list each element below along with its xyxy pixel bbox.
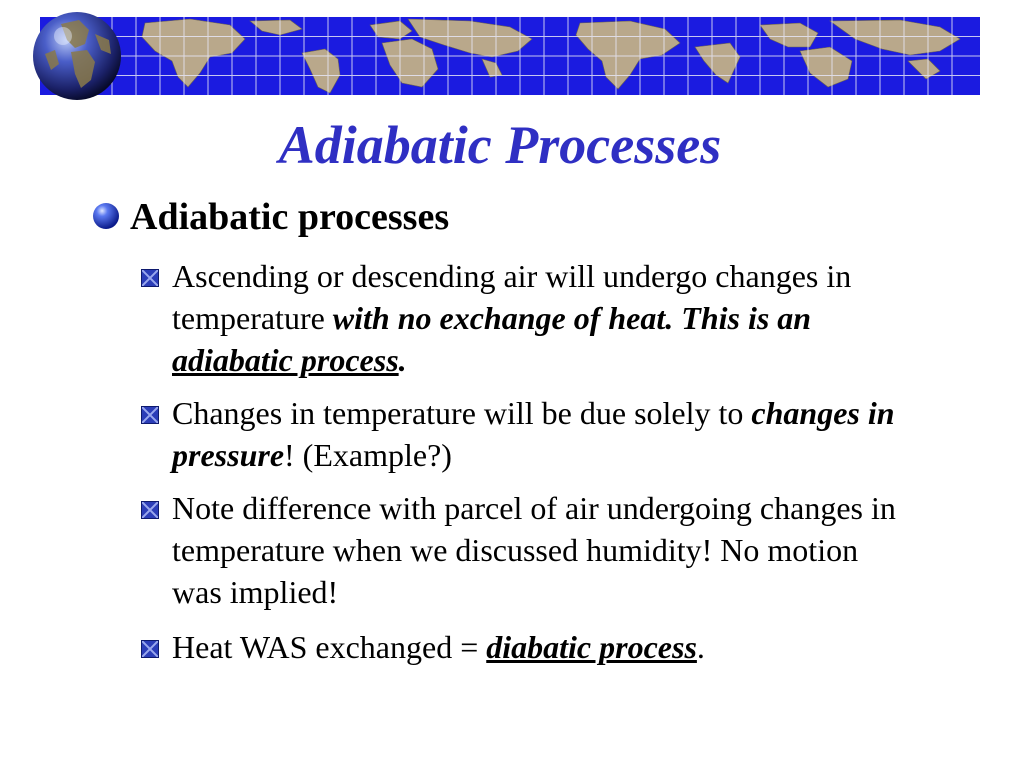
text-run: Ascending or descending air will undergo changes in temperature	[172, 258, 852, 336]
list-item	[141, 487, 911, 613]
list-item	[141, 626, 911, 668]
list-item-text	[172, 626, 911, 668]
key-term: diabatic process	[486, 629, 697, 665]
blue-square-bullet-icon	[141, 269, 159, 287]
blue-square-bullet-icon	[141, 640, 159, 658]
list-item	[141, 392, 911, 476]
text-run: Changes in temperature will be due solely to	[172, 395, 752, 431]
text-run: Heat WAS exchanged =	[172, 629, 487, 665]
emphasis-text: changes in pressure	[172, 395, 895, 473]
section-heading: Adiabatic processes	[130, 196, 450, 238]
text-run: .	[398, 342, 407, 378]
slide-title: Adiabatic Processes	[278, 115, 722, 175]
blue-sphere-bullet-icon	[92, 202, 120, 230]
globe-icon	[31, 10, 123, 102]
world-map-banner	[40, 17, 980, 95]
emphasis-text: with no exchange of heat. This is an	[332, 300, 812, 336]
blue-square-bullet-icon	[141, 501, 159, 519]
list-item	[141, 255, 911, 381]
list-item-text	[172, 392, 911, 476]
list-item-text	[172, 255, 911, 381]
text-run: Note difference with parcel of air undergoing changes in temperature when we discussed humidity! No motion was implied!	[172, 490, 896, 610]
text-run: .	[696, 629, 705, 665]
text-run: ! (Example?)	[284, 437, 452, 473]
blue-square-bullet-icon	[141, 406, 159, 424]
list-item-text	[172, 487, 911, 613]
key-term: adiabatic process	[172, 342, 399, 378]
